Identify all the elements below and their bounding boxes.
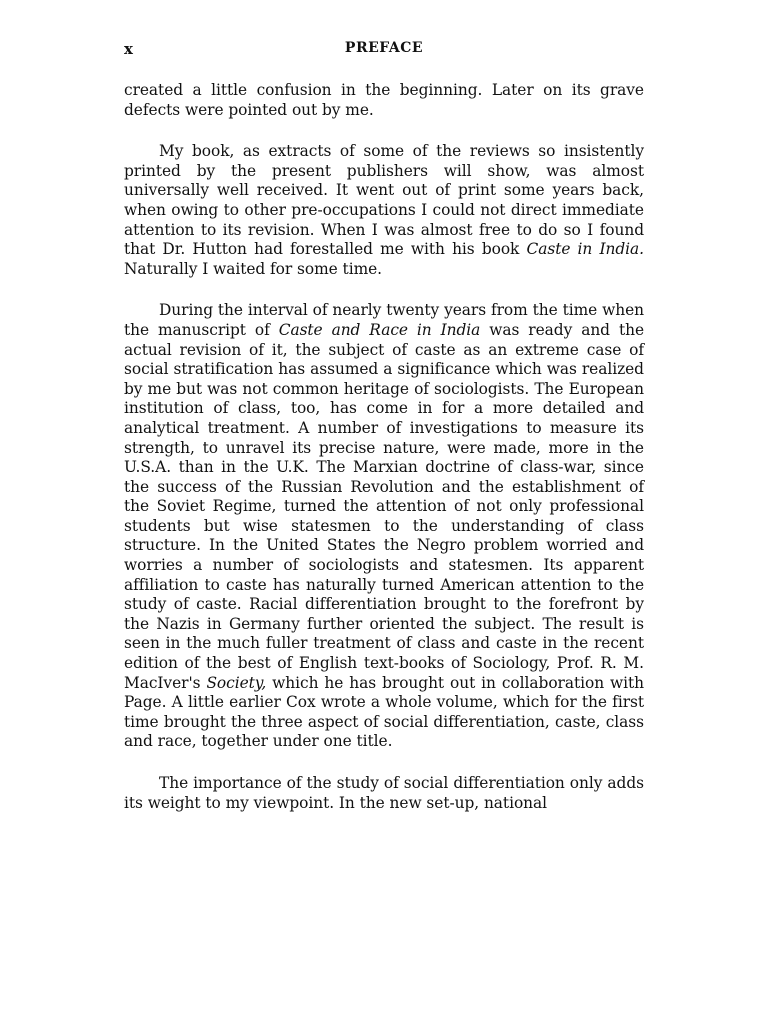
paragraph-text: The importance of the study of social differentiation only adds its weight to my viewpoint. In the new set-up, national: [124, 774, 644, 812]
page-number: x: [124, 40, 133, 58]
italic-title: Caste and Race in India: [278, 320, 481, 339]
paragraph-text: created a little confusion in the beginning. Later on its grave defects were pointed out by me.: [124, 81, 644, 119]
paragraph-text: My book, as extracts of some of the reviews so insistently printed by the present publishers will show, was almost universally well received. It went out of print some years back, when owing to other pre-occupations I could not direct immediate attention to its revision. When I was almost free to do so I found that Dr. Hutton had forestalled me with his book: [124, 142, 644, 259]
italic-title: Society,: [206, 673, 267, 692]
paragraph-text: which he has brought out in collaboration with Page. A little earlier Cox wrote a whole volume, which for the first time brought the three aspect of social differentiation, caste, class and race, together under one title.: [124, 673, 645, 751]
italic-title: Caste in India.: [526, 240, 644, 259]
running-head-title: PREFACE: [344, 40, 424, 56]
paragraph-text: During the interval of nearly twenty years from the time when the manuscript of: [124, 301, 644, 339]
paragraph-p1: [124, 81, 644, 120]
paragraph-p4: [124, 774, 644, 813]
preface-body-text: [124, 81, 644, 835]
paragraph-p3: [124, 301, 644, 752]
paragraph-text: was ready and the actual revision of it, the subject of caste as an extreme case of social stratification has assumed a significance which was realized by me but was not common heritage of sociologists. The European institution of class, too, has come in for a more detailed and analytical treatment. A number of investigations to measure its strength, to unravel its precise nature, were made, more in the U.S.A. than in the U.K. The Marxian doctrine of class-war, since the success of the Russian Revolution and the establishment of the Soviet Regime, turned the attention of not only professional students but wise statesmen to the understanding of class structure. In the United States the Negro problem worried and worries a number of sociologists and statesmen. Its apparent affiliation to caste has naturally turned American attention to the study of caste. Racial differentiation brought to the forefront by the Nazis in Germany further oriented the subject. The result is seen in the much fuller treatment of class and caste in the recent edition of the best of English text-books of Sociology, Prof. R. M. MacIver's: [124, 320, 644, 692]
paragraph-text: Naturally I waited for some time.: [124, 259, 383, 278]
page-header: [124, 40, 644, 64]
paragraph-p2: [124, 142, 644, 279]
